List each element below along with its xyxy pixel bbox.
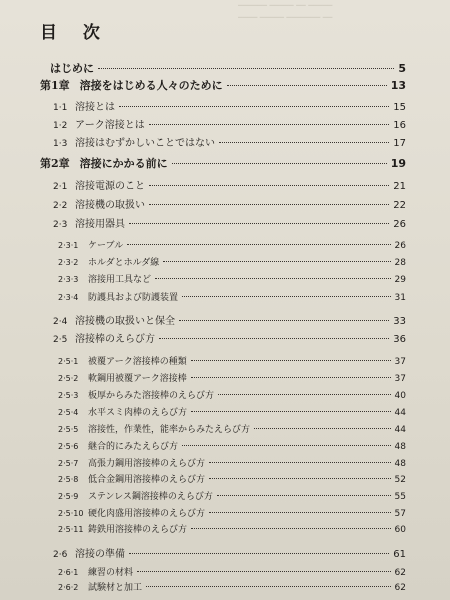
toc-entry-title: 溶接用器具 — [75, 219, 125, 230]
toc-entry-page: 48 — [394, 459, 406, 469]
toc-entry-number: 2·6·1 — [58, 568, 79, 577]
dot-leader — [191, 411, 391, 412]
dot-leader — [149, 204, 389, 205]
toc-entry-title: 溶接機の取扱いと保全 — [75, 316, 175, 327]
toc-entry[interactable] — [0, 489, 450, 502]
toc-entry-page: 15 — [393, 102, 406, 113]
dot-leader — [149, 185, 389, 186]
toc-entry-number: 2·5·8 — [58, 475, 79, 484]
dot-leader — [137, 571, 391, 572]
bleed-through-text: ────── ───── ── ───── ──── ───── ─────── ── — [238, 1, 333, 22]
dot-leader — [254, 428, 391, 429]
toc-entry-number: 2·3 — [53, 220, 68, 230]
dot-leader — [127, 244, 390, 245]
toc-entry-page: 44 — [394, 408, 406, 418]
toc-entry-number: 1·1 — [53, 103, 68, 113]
dot-leader — [191, 360, 391, 361]
toc-entry-number: 2·2 — [53, 201, 68, 211]
dot-leader — [172, 163, 387, 164]
toc-entry-page: 55 — [394, 492, 406, 502]
toc-entry[interactable] — [0, 522, 450, 535]
toc-entry[interactable] — [0, 405, 450, 418]
dot-leader — [209, 512, 391, 513]
dot-leader — [209, 478, 391, 479]
toc-entry[interactable] — [0, 312, 450, 327]
toc-entry[interactable] — [0, 565, 450, 578]
toc-entry-number: 2·4 — [53, 317, 68, 327]
toc-entry[interactable] — [0, 290, 450, 303]
toc-entry-page: 52 — [394, 475, 406, 485]
toc-entry-number: 2·5·3 — [58, 391, 79, 400]
toc-entry[interactable] — [0, 177, 450, 192]
toc-entry-page: 31 — [394, 293, 406, 303]
toc-entry-number: 2·5·7 — [58, 459, 79, 468]
toc-entry-page: 21 — [393, 181, 406, 192]
toc-entry[interactable] — [0, 439, 450, 452]
toc-entry-number: 2·3·4 — [58, 293, 79, 302]
toc-entry-title: 防護具および防護装置 — [88, 293, 179, 303]
toc-entry[interactable] — [0, 238, 450, 251]
toc-entry-page: 40 — [394, 391, 406, 401]
toc-entry[interactable] — [0, 272, 450, 285]
toc-entry-page: 62 — [394, 568, 406, 578]
dot-leader — [119, 106, 389, 107]
dot-leader — [227, 85, 387, 86]
toc-entry-number: 第2章 — [40, 157, 70, 170]
toc-entry-page: 29 — [394, 275, 406, 285]
toc-entry-page: 44 — [394, 425, 406, 435]
toc-entry[interactable] — [0, 354, 450, 367]
toc-entry-number: 1·2 — [53, 121, 68, 131]
toc-entry[interactable] — [0, 330, 450, 345]
dot-leader — [191, 528, 391, 529]
toc-entry-title: ステンレス鋼溶接棒のえらび方 — [88, 492, 213, 502]
toc-entry-number: 2·5·4 — [58, 408, 79, 417]
toc-entry-title: 溶接をはじめる人々のために — [79, 79, 223, 92]
toc-entry-page: 37 — [394, 357, 406, 367]
toc-entry[interactable] — [0, 116, 450, 131]
toc-entry-title: はじめに — [50, 62, 94, 75]
toc-entry-page: 62 — [394, 583, 406, 593]
dot-leader — [129, 553, 389, 554]
toc-entry-number: 2·6 — [53, 550, 68, 560]
toc-entry-title: 溶接の準備 — [75, 549, 125, 560]
toc-entry-number: 第1章 — [40, 79, 70, 92]
toc-entry-page: 48 — [394, 442, 406, 452]
toc-entry-page: 26 — [394, 241, 406, 251]
toc-entry[interactable] — [0, 388, 450, 401]
toc-entry-number: 2·5·9 — [58, 492, 79, 501]
toc-entry[interactable] — [0, 472, 450, 485]
toc-entry-number: 2·3·1 — [58, 241, 79, 250]
toc-entry[interactable] — [0, 545, 450, 560]
toc-entry-title: ホルダとホルダ線 — [88, 258, 160, 268]
dot-leader — [217, 495, 391, 496]
dot-leader — [159, 338, 389, 339]
page-title: 目 次 — [40, 23, 110, 43]
toc-entry-page: 37 — [394, 374, 406, 384]
toc-entry-title: アーク溶接とは — [75, 120, 145, 131]
toc-entry-number: 2·3·2 — [58, 258, 79, 267]
dot-leader — [149, 124, 390, 125]
toc-entry-number: 2·5·1 — [58, 357, 79, 366]
toc-entry[interactable] — [0, 422, 450, 435]
toc-entry-title: 溶接用工具など — [88, 275, 152, 285]
toc-entry-title: 溶接はむずかしいことではない — [75, 138, 215, 149]
toc-entry-title: 溶接とは — [75, 102, 115, 113]
toc-entry-number: 1·3 — [53, 139, 68, 149]
toc-entry-page: 5 — [398, 62, 406, 75]
toc-entry-page: 33 — [393, 316, 406, 327]
toc-entry[interactable] — [0, 456, 450, 469]
toc-entry[interactable] — [0, 155, 450, 171]
toc-entry-title: 溶接電源のこと — [75, 181, 145, 192]
toc-entry[interactable] — [0, 196, 450, 211]
toc-entry-title: 溶接性，作業性，能率からみたえらび方 — [88, 425, 251, 435]
toc-entry-page: 61 — [393, 549, 406, 560]
toc-entry-page: 57 — [394, 509, 406, 519]
toc-entry-title: 溶接にかかる前に — [79, 157, 168, 170]
dot-leader — [146, 586, 391, 587]
toc-entry[interactable] — [0, 580, 450, 593]
dot-leader — [129, 223, 389, 224]
dot-leader — [155, 278, 391, 279]
toc-entry-number: 2·3·3 — [58, 275, 79, 284]
toc-entry[interactable] — [0, 506, 450, 519]
toc-entry[interactable] — [0, 215, 450, 230]
toc-entry-page: 19 — [390, 157, 406, 170]
toc-entry-title: ケーブル — [88, 241, 124, 251]
toc-entry-title: 試験材と加工 — [88, 583, 143, 593]
toc-entry-number: 2·5·10 — [58, 509, 84, 518]
toc-entry[interactable] — [0, 60, 450, 76]
toc-entry-number: 2·5·2 — [58, 374, 79, 383]
toc-entry[interactable] — [0, 255, 450, 268]
toc-entry-number: 2·5·5 — [58, 425, 79, 434]
toc-entry-title: 低合金鋼用溶接棒のえらび方 — [88, 475, 206, 485]
toc-entry-page: 36 — [393, 334, 406, 345]
toc-entry-number: 2·5·6 — [58, 442, 79, 451]
toc-entry-title: 練習の材料 — [88, 568, 134, 578]
toc-entry-page: 16 — [393, 120, 406, 131]
toc-entry-title: 板厚からみた溶接棒のえらび方 — [88, 391, 215, 401]
toc-entry-title: 被覆アーク溶接棒の種類 — [88, 357, 187, 367]
toc-entry[interactable] — [0, 77, 450, 93]
toc-entry-number: 2·6·2 — [58, 583, 79, 592]
toc-entry-page: 22 — [393, 200, 406, 211]
toc-entry-title: 鋳鉄用溶接棒のえらび方 — [88, 525, 188, 535]
toc-entry[interactable] — [0, 98, 450, 113]
dot-leader — [182, 445, 391, 446]
dot-leader — [163, 261, 390, 262]
toc-entry-title: 硬化肉盛用溶接棒のえらび方 — [88, 509, 206, 519]
toc-entry[interactable] — [0, 134, 450, 149]
toc-entry-page: 28 — [394, 258, 406, 268]
dot-leader — [98, 68, 394, 69]
toc-entry-number: 2·1 — [53, 182, 68, 192]
dot-leader — [209, 462, 391, 463]
toc-entry-title: 溶接機の取扱い — [75, 200, 145, 211]
dot-leader — [219, 142, 389, 143]
toc-entry-page: 60 — [394, 525, 406, 535]
dot-leader — [179, 320, 389, 321]
toc-entry-title: 継合的にみたえらび方 — [88, 442, 179, 452]
toc-entry-title: 溶接棒のえらび方 — [75, 334, 155, 345]
toc-entry-number: 2·5·11 — [58, 525, 84, 534]
dot-leader — [218, 394, 391, 395]
dot-leader — [182, 296, 391, 297]
dot-leader — [191, 377, 391, 378]
toc-entry-page: 17 — [393, 138, 406, 149]
toc-entry-title: 高張力鋼用溶接棒のえらび方 — [88, 459, 206, 469]
toc-entry[interactable] — [0, 371, 450, 384]
toc-entry-title: 水平スミ肉棒のえらび方 — [88, 408, 188, 418]
toc-entry-number: 2·5 — [53, 335, 68, 345]
toc-entry-page: 13 — [390, 79, 406, 92]
toc-entry-page: 26 — [393, 219, 406, 230]
toc-entry-title: 軟鋼用被覆アーク溶接棒 — [88, 374, 187, 384]
